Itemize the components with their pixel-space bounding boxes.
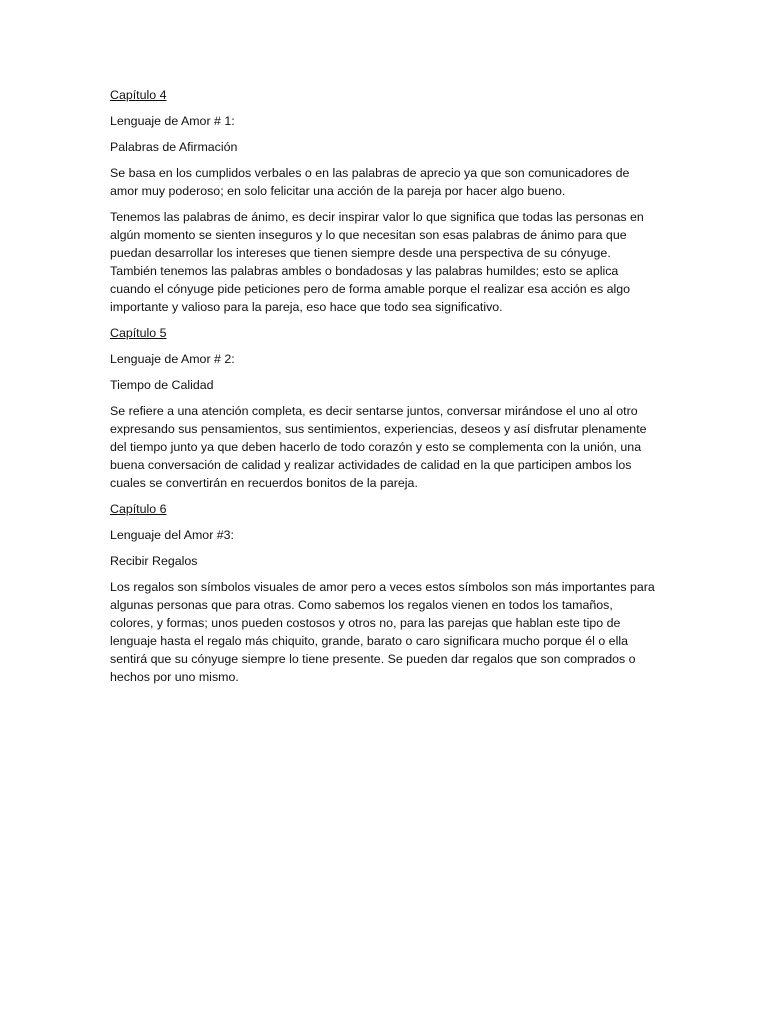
chapter-heading: Capítulo 4 <box>110 88 167 102</box>
chapter-heading: Capítulo 6 <box>110 502 167 516</box>
love-language-heading: Lenguaje del Amor #3: <box>110 528 234 542</box>
paragraph: Tenemos las palabras de ánimo, es decir inspirar valor lo que significa que todas las personas en algún momento se sienten inseguros y lo que necesitan son esas palabras de ánimo para que puedan desarrollar los intereses que tienen siempre desde una perspectiva de su cónyuge. También tenemos las palabras ambles o bondadosas y las palabras humildes; esto se aplica cuando el cónyuge pide peticiones pero de forma amable porque el realizar esa acción es algo importante y valioso para la pareja, eso hace que todo sea significativo. <box>110 210 644 314</box>
section-title: Tiempo de Calidad <box>110 378 214 392</box>
paragraph: Se refiere a una atención completa, es decir sentarse juntos, conversar mirándose el uno al otro expresando sus pensamientos, sus sentimientos, experiencias, deseos y así disfrutar plenamente del tiempo junto ya que deben hacerlo de todo corazón y esto se complementa con la unión, una buena conversación de calidad y realizar actividades de calidad en la que participen ambos los cuales se convertirán en recuerdos bonitos de la pareja. <box>110 404 647 490</box>
section-chapter-5 <box>110 324 655 492</box>
love-language-heading: Lenguaje de Amor # 2: <box>110 352 235 366</box>
section-chapter-4 <box>110 86 655 316</box>
paragraph: Los regalos son símbolos visuales de amor pero a veces estos símbolos son más importantes para algunas personas que para otras. Como sabemos los regalos vienen en todos los tamaños, colores, y formas; unos pueden costosos y otros no, para las parejas que hablan este tipo de lenguaje hasta el regalo más chiquito, grande, barato o caro significara mucho porque él o ella sentirá que su cónyuge siempre lo tiene presente. Se pueden dar regalos que son comprados o hechos por uno mismo. <box>110 580 655 684</box>
section-chapter-6 <box>110 500 655 686</box>
paragraph: Se basa en los cumplidos verbales o en las palabras de aprecio ya que son comunicadores de amor muy poderoso; en solo felicitar una acción de la pareja por hacer algo bueno. <box>110 166 630 198</box>
chapter-heading: Capítulo 5 <box>110 326 167 340</box>
love-language-heading: Lenguaje de Amor # 1: <box>110 114 235 128</box>
document-body <box>110 86 655 694</box>
section-title: Palabras de Afirmación <box>110 140 238 154</box>
section-title: Recibir Regalos <box>110 554 198 568</box>
